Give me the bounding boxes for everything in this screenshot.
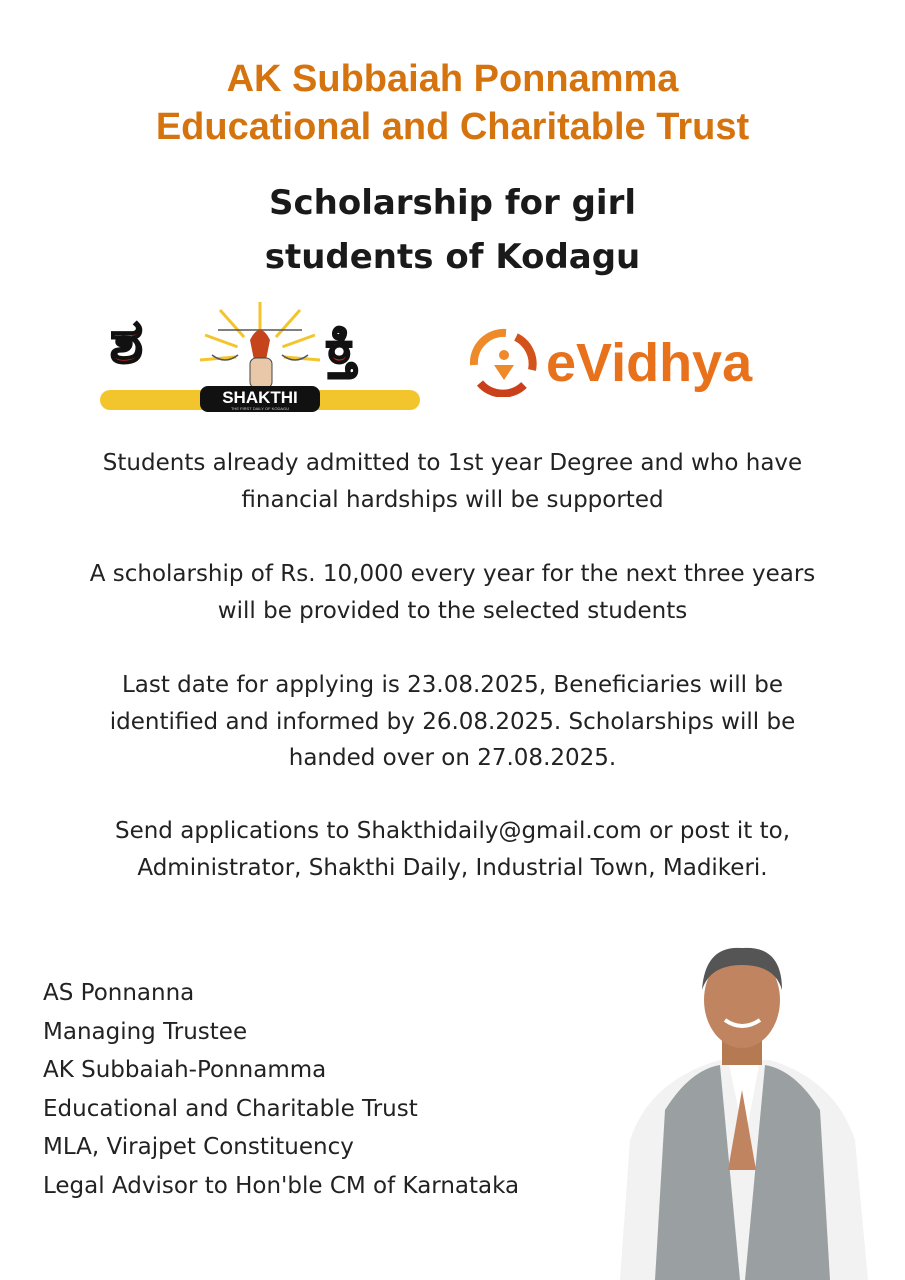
signatory-role: Managing Trustee — [43, 1018, 248, 1045]
text-line: Send applications to Shakthidaily@gmail.com or post it to, — [114, 818, 791, 844]
svg-text:ಶ: ಶ — [110, 307, 143, 377]
svg-text:SHAKTHI: SHAKTHI — [222, 388, 298, 407]
evidhya-logo — [466, 325, 776, 397]
fist-icon — [250, 358, 272, 388]
people-circle-icon — [474, 333, 533, 394]
application-paragraph — [40, 813, 865, 886]
text-line: Administrator, Shakthi Daily, Industrial Town, Madikeri. — [137, 854, 768, 881]
signatory-name: AS Ponnanna — [43, 980, 195, 1006]
svg-text:THE FIRST DAILY OF KODAGU: THE FIRST DAILY OF KODAGU — [230, 406, 290, 411]
shakthi-logo — [100, 300, 420, 412]
eligibility-paragraph — [40, 445, 865, 518]
signature-block — [43, 974, 519, 1205]
signatory-role: MLA, Virajpet Constituency — [43, 1134, 354, 1160]
svg-text:eVidhya: eVidhya — [546, 333, 753, 393]
title-line-1: AK Subbaiah Ponnamma — [226, 58, 679, 100]
scholarship-heading — [0, 176, 905, 284]
text-line: Students already admitted to 1st year Degree and who have — [102, 450, 803, 476]
title-line-2: Educational and Charitable Trust — [155, 106, 750, 148]
text-line: handed over on 27.08.2025. — [288, 745, 617, 771]
signatory-org: Educational and Charitable Trust — [43, 1095, 418, 1122]
svg-text:ಕ್ತಿ: ಕ್ತಿ — [325, 307, 359, 377]
subtitle-line-1: Scholarship for girl — [268, 183, 636, 223]
trustee-photo — [610, 940, 875, 1280]
dates-paragraph — [40, 667, 865, 777]
trust-title — [0, 55, 905, 151]
amount-paragraph — [40, 556, 865, 629]
text-line: A scholarship of Rs. 10,000 every year for the next three years — [89, 561, 816, 587]
signatory-org: AK Subbaiah-Ponnamma — [43, 1057, 327, 1083]
text-line: will be provided to the selected students — [217, 597, 688, 624]
subtitle-line-2: students of Kodagu — [264, 237, 641, 277]
text-line: financial hardships will be supported — [241, 486, 664, 513]
signatory-role: Legal Advisor to Hon'ble CM of Karnataka — [43, 1172, 520, 1199]
text-line: identified and informed by 26.08.2025. Scholarships will be — [109, 708, 796, 735]
text-line: Last date for applying is 23.08.2025, Beneficiaries will be — [121, 672, 784, 698]
